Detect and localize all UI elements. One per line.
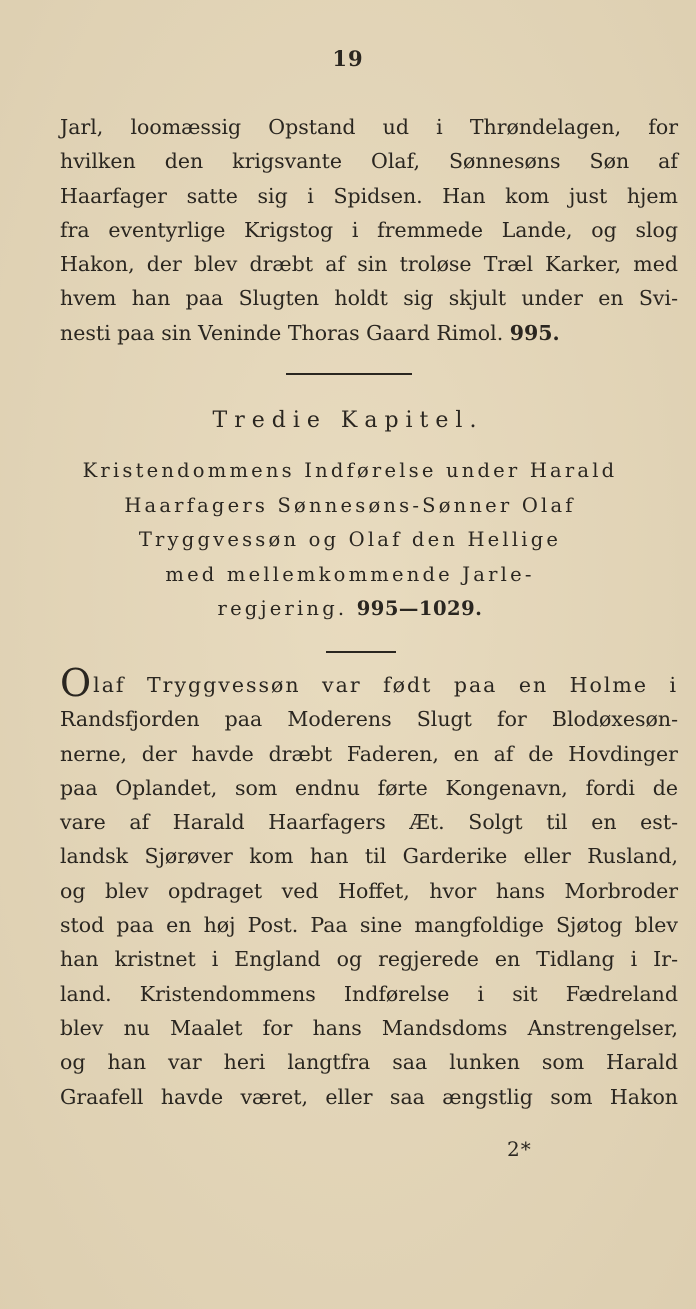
text-line: Haarfager satte sig i Spidsen. Han kom just hjem [60,183,678,208]
text-line: hvem han paa Slugten holdt sig skjult under en Svi- [60,286,678,311]
text-line: fra eventyrlige Krigstog i fremmede Lande, og slog [60,217,678,242]
text-line: og blev opdraget ved Hoffet, hvor hans Morbroder [60,878,678,903]
chapter-heading: Tredie Kapitel. [212,408,484,433]
text-line: Hakon, der blev dræbt af sin troløse Træl Karker, med [60,252,678,277]
chapter-summary [40,454,660,627]
text-line: Jarl, loomæssig Opstand ud i Thrøndelagen, for [60,115,678,139]
section-divider [326,651,396,653]
paragraph-1 [60,110,678,350]
summary-line-content: regjering. [217,597,348,620]
text-line: Randsfjorden paa Moderens Slugt for Blodøxesøn- [60,707,678,732]
text-line: han kristnet i England og regjerede en Tidlang i Ir- [60,947,678,972]
text-line: paa Oplandet, som endnu førte Kongenavn, fordi de [60,775,678,800]
text-line [60,316,678,350]
text-line-content: nesti paa sin Veninde Thoras Gaard Rimol. [60,320,504,345]
initial-letter: O [60,661,94,705]
year-marker: 995. [509,320,560,345]
text-line: stod paa en høj Post. Paa sine mangfoldige Sjøtog blev [60,913,678,938]
text-line: Graafell havde været, eller saa ængstlig som Hakon [60,1084,678,1109]
chapter-years: 995—1029. [356,597,483,620]
text-line: land. Kristendommens Indførelse i sit Fædreland [60,981,678,1006]
summary-line [40,592,660,627]
summary-line: Tryggvessøn og Olaf den Hellige [138,528,562,551]
page-number: 19 [332,46,364,71]
summary-line: med mellemkommende Jarle- [165,562,535,586]
text-line: landsk Sjørøver kom han til Garderike eller Rusland, [60,844,678,869]
summary-line: Haarfagers Sønnesøns-Sønner Olaf [124,493,576,517]
section-divider [286,373,412,375]
text-line: nerne, der havde dræbt Faderen, en af de Hovdinger [60,741,678,766]
text-line [60,661,678,705]
text-line-content: laf Tryggvessøn var født paa en Holme i [93,673,678,697]
text-line: blev nu Maalet for hans Mandsdoms Anstrengelser, [60,1015,678,1040]
paragraph-2 [60,661,678,1114]
text-line: hvilken den krigsvante Olaf, Sønnesøns Søn af [60,149,678,174]
text-line: og han var heri langtfra saa lunken som Harald [60,1050,678,1075]
signature-mark: 2* [507,1137,532,1161]
summary-line: Kristendommens Indførelse under Harald [82,459,618,482]
text-line: vare af Harald Haarfagers Æt. Solgt til en est- [60,810,678,835]
